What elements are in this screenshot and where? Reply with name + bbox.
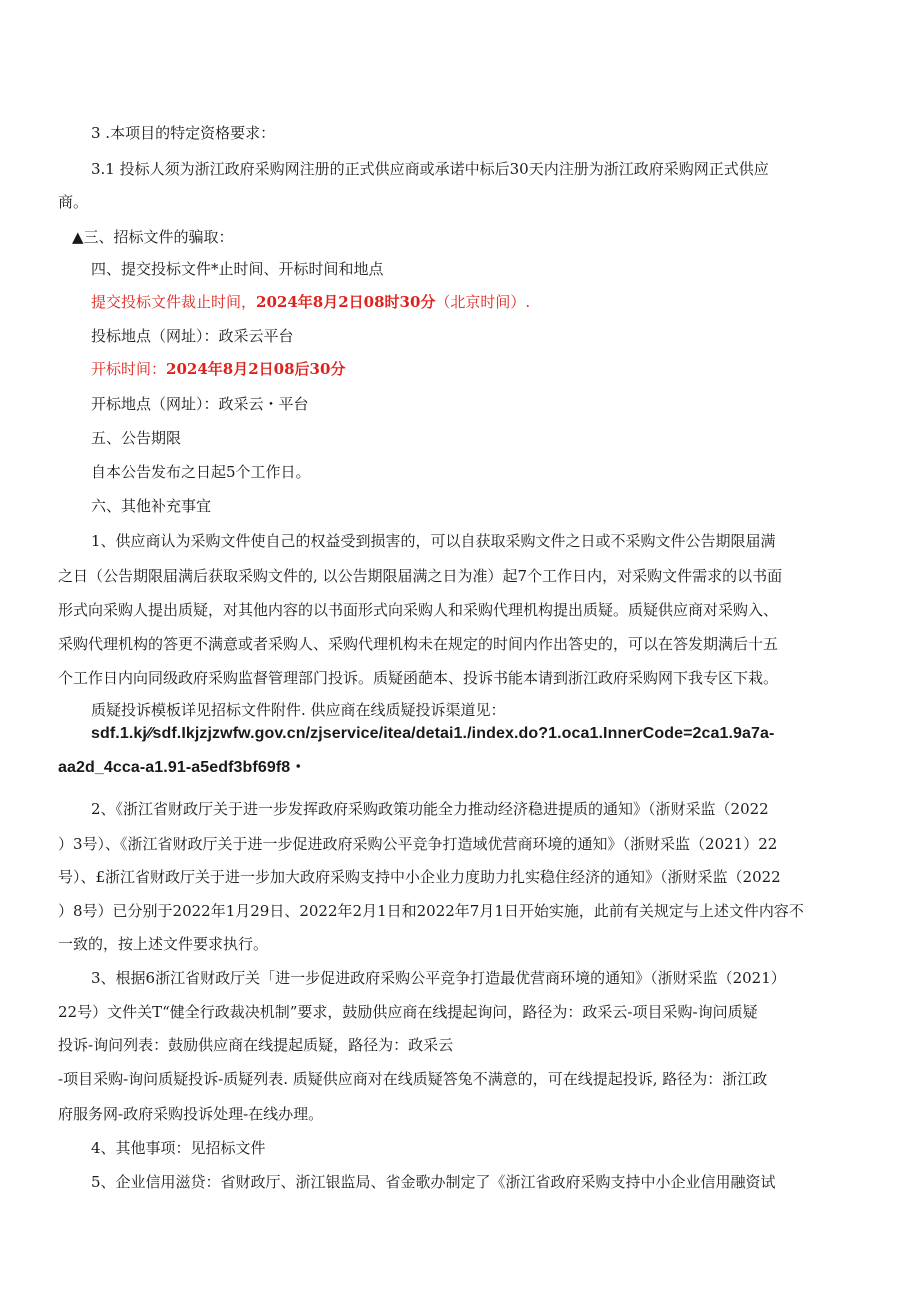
- bid-deadline-line: [91, 291, 530, 313]
- paragraph-3-line-2: 22号）文件关T“健全行政裁决机制”要求，鼓励供应商在线提起询问，路径为：政采云-项目采购-询问质疑: [58, 1003, 758, 1021]
- paragraph-5-line-1: 5、企业信用滋贷：省财政厅、浙江银监局、省金歌办制定了《浙江省政府采购支持中小企业信用融资试: [91, 1173, 776, 1191]
- paragraph-3-line-5: 府服务网-政府采购投诉处理-在线办理。: [58, 1105, 324, 1123]
- paragraph-1-line-3: 形式向采购人提出质疑，对其他内容的以书面形式向采购人和采购代理机构提出质疑。质疑供应商对采购入、: [58, 601, 779, 619]
- paragraph-1-line-4: 采购代理机构的答更不满意或者采购人、采购代理机构未在规定的时间内作出答史的，可以在答发期满后十五: [58, 635, 779, 653]
- opening-location: 开标地点（网址）：政采云・平台: [91, 395, 309, 413]
- paragraph-2-line-1: 2、《浙江省财政厅关于进一步发挥政府采购政策功能全力推动经济稳进提质的通知》（浙财采监（2022: [91, 800, 769, 818]
- paragraph-1-line-5: 个工作日内向同级政府采购监督管理部门投诉。质疑函葩本、投诉书能本请到浙江政府采购网下我专区下栽。: [58, 669, 779, 687]
- paragraph-1-line-6: 质疑投诉模板详见招标文件附件. 供应商在线质疑投诉渠道见：: [91, 701, 506, 719]
- paragraph-3-line-4: -项目采购-询问质疑投诉-质疑列表. 质疑供应商对在线质疑答兔不满意的，可在线提起投诉, 路径为：浙江政: [58, 1070, 768, 1088]
- paragraph-2-line-3: 号）、£浙江省财政厅关于进一步加大政府采购支持中小企业力度助力扎实稳住经济的通知》（浙财采监（2022: [58, 868, 781, 886]
- paragraph-2-line-5: 一致的，按上述文件要求执行。: [58, 935, 269, 953]
- paragraph-1-line-2: 之日（公告期限届满后获取采购文件的, 以公告期限届满之日为准）起7个工作日内，对采购文件需求的以书面: [58, 567, 783, 585]
- paragraph-3-line-3: 投诉-询问列表：鼓励供应商在线提起质疑，路径为：政采云: [58, 1036, 454, 1054]
- opening-time-line: [91, 358, 345, 380]
- complaint-url-line-2: aa2d_4cca-a1.91-a5edf3bf69f8・: [58, 759, 307, 776]
- paragraph-1-line-1: 1、供应商认为采购文件使自己的权益受到损害的，可以自获取采购文件之日或不采购文件公告期限届满: [91, 532, 776, 550]
- section-3-heading: 3 .本项目的特定资格要求：: [91, 124, 276, 142]
- qualification-3-1-cont: 商。: [58, 193, 89, 211]
- complaint-url-line-1: sdf.1.kj⁄⁄sdf.Ikjzjzwfw.gov.cn/zjservice/itea/detai1./index.do?1.oca1.InnerCode=2ca1.9a7a-: [91, 725, 775, 742]
- section-six-heading: 六、其他补充事宜: [91, 497, 212, 515]
- section-four-heading: 四、提交投标文件*止时间、开标时间和地点: [91, 260, 384, 278]
- paragraph-2-line-4: ）8号）已分别于2022年1月29日、2022年2月1日和2022年7月1日开始实施，此前有关规定与上述文件内容不: [58, 902, 804, 920]
- notice-period: 自本公告发布之日起5个工作日。: [91, 463, 311, 481]
- bid-deadline-suffix: （北京时间）.: [435, 293, 531, 311]
- paragraph-3-line-1: 3、根据6浙江省财政厅关「进一步促进政府采购公平竞争打造最优营商环境的通知》（浙财采监（2021）: [91, 969, 786, 987]
- qualification-3-1: 3.1 投标人须为浙江政府采购网注册的正式供应商或承诺中标后30天内注册为浙江政府采购网正式供应: [91, 160, 769, 178]
- bid-deadline-date: 2024年8月2日08时30分: [256, 293, 436, 311]
- opening-time-label: 开标时间：: [91, 360, 167, 378]
- section-five-heading: 五、公告期限: [91, 429, 182, 447]
- bid-location: 投标地点（网址）：政采云平台: [91, 327, 294, 345]
- section-three-heading: ▲三、招标文件的骗取：: [72, 228, 234, 246]
- opening-time-date: 2024年8月2日08后30分: [166, 360, 346, 378]
- paragraph-4: 4、其他事项：见招标文件: [91, 1139, 266, 1157]
- bid-deadline-label: 提交投标文件裁止时间，: [91, 293, 257, 311]
- paragraph-2-line-2: ）3号）、《浙江省财政厅关于进一步促进政府采购公平竞争打造域优营商环境的通知》（浙财采监（2021）22: [58, 835, 778, 853]
